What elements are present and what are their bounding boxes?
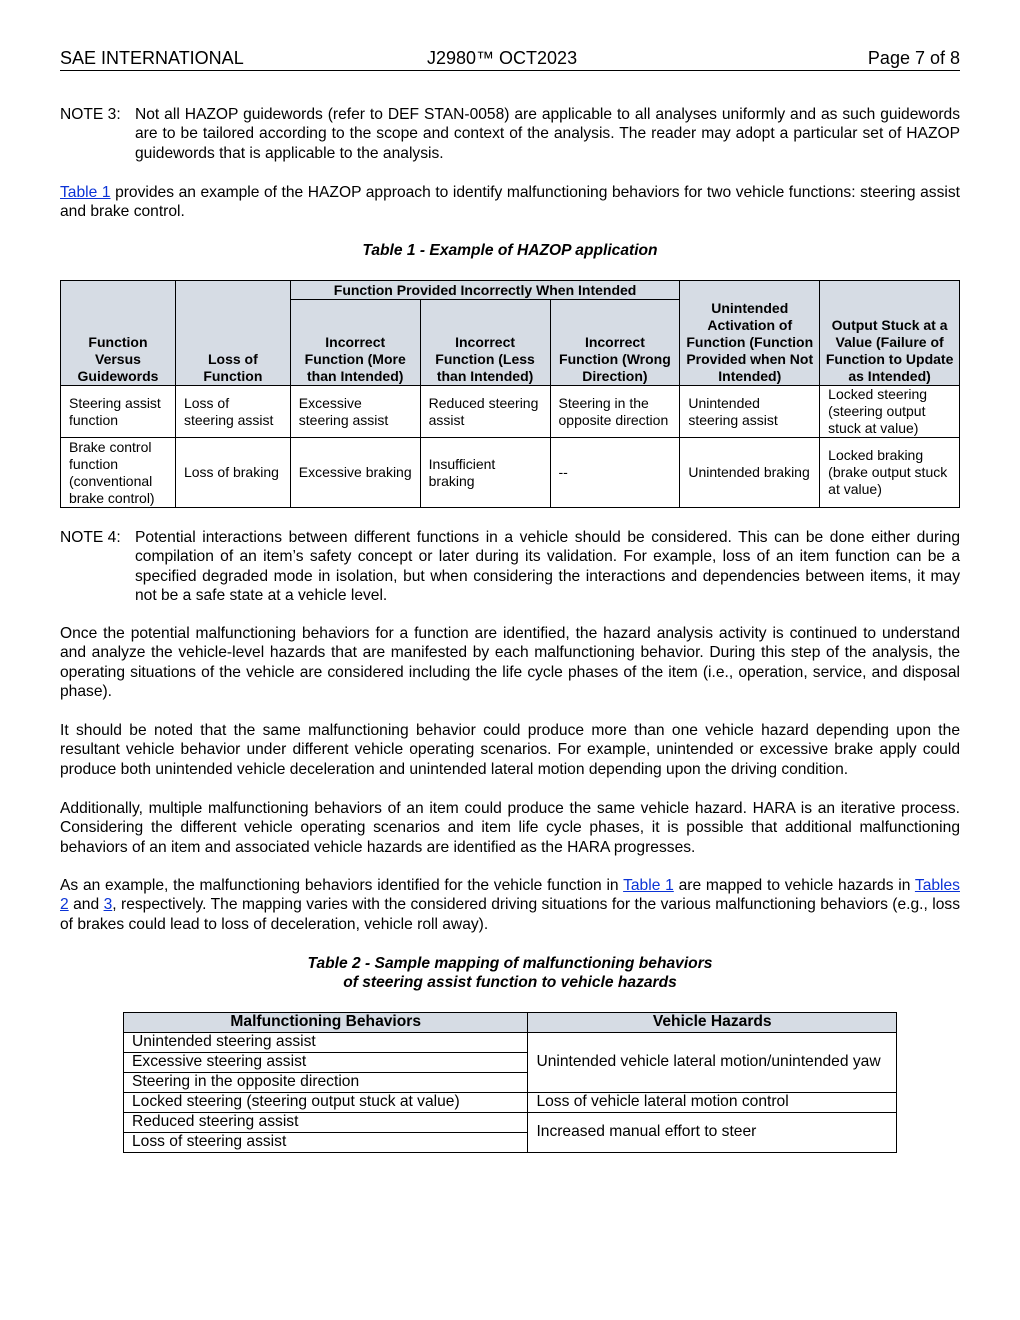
header-loss-of-function: Loss of Function — [175, 281, 290, 386]
table2-caption-line2: of steering assist function to vehicle hazards — [343, 974, 677, 992]
table-cell: Locked steering (steering output stuck at value) — [820, 386, 960, 438]
table-row — [124, 1113, 897, 1133]
header-group-incorrect-function: Function Provided Incorrectly When Intended — [290, 281, 680, 300]
table-cell: Insufficient braking — [420, 438, 550, 508]
paragraph-table1-intro — [60, 183, 960, 222]
table-cell: Reduced steering assist — [420, 386, 550, 438]
table2-caption-line1: Table 2 - Sample mapping of malfunctioning behaviors — [307, 955, 713, 972]
table-cell: Locked braking (brake output stuck at value) — [820, 438, 960, 508]
table-cell: Unintended braking — [680, 438, 820, 508]
table-cell: Brake control function (conventional brake control) — [61, 438, 176, 508]
behavior-cell: Steering in the opposite direction — [124, 1073, 528, 1093]
hazard-cell: Loss of vehicle lateral motion control — [528, 1093, 897, 1113]
table-row — [61, 438, 960, 508]
mapping-text-2: are mapped to vehicle hazards in — [673, 877, 915, 894]
table-cell: -- — [550, 438, 680, 508]
table1-link[interactable]: Table 1 — [623, 877, 674, 894]
header-incorrect-less: Incorrect Function (Less than Intended) — [420, 300, 550, 386]
note-3-label: NOTE 3: — [60, 106, 121, 123]
table-cell: Excessive braking — [290, 438, 420, 508]
table1-caption: Table 1 - Example of HAZOP application — [362, 242, 658, 259]
table-cell: Steering in the opposite direction — [550, 386, 680, 438]
header-function-vs-guidewords: Function Versus Guidewords — [61, 281, 176, 386]
note-3 — [60, 105, 960, 163]
table-row — [124, 1093, 897, 1113]
header-organization: SAE INTERNATIONAL — [60, 48, 244, 68]
mapping-text-3: and — [68, 896, 104, 914]
mapping-table — [123, 1012, 897, 1153]
hazard-cell: Unintended vehicle lateral motion/unintended yaw — [528, 1033, 897, 1093]
table2-caption — [60, 954, 960, 993]
behavior-cell: Excessive steering assist — [124, 1053, 528, 1073]
note-4 — [60, 528, 960, 605]
note-4-label: NOTE 4: — [60, 529, 121, 546]
table-cell: Excessive steering assist — [290, 386, 420, 438]
page-header — [60, 48, 960, 71]
header-document-id: J2980™ OCT2023 — [427, 48, 578, 68]
behavior-cell: Loss of steering assist — [124, 1133, 528, 1153]
header-output-stuck: Output Stuck at a Value (Failure of Function to Update as Intended) — [820, 281, 960, 386]
tables2-link[interactable]: Tables 2 — [60, 877, 960, 914]
header-incorrect-wrong-direction: Incorrect Function (Wrong Direction) — [550, 300, 680, 386]
header-incorrect-more: Incorrect Function (More than Intended) — [290, 300, 420, 386]
header-vehicle-hazards: Vehicle Hazards — [528, 1013, 897, 1033]
paragraph-table1-intro-text: provides an example of the HAZOP approach to identify malfunctioning behaviors for two vehicle functions: steering assist and brake control. — [60, 184, 960, 221]
table3-link[interactable]: 3 — [103, 896, 113, 914]
table1-link[interactable]: Table 1 — [60, 184, 111, 201]
paragraph-mapping-example — [60, 876, 960, 934]
header-malfunctioning-behaviors: Malfunctioning Behaviors — [124, 1013, 528, 1033]
behavior-cell: Unintended steering assist — [124, 1033, 528, 1053]
hazop-table — [60, 280, 960, 508]
note-3-text: Not all HAZOP guidewords (refer to DEF STAN-0058) are applicable to all analyses uniformly and as such guidewords are to be tailored according to the scope and context of the analysis. The reader may adopt a particular set of HAZOP guidewords that is applicable to the analysis. — [135, 106, 960, 162]
table-cell: Unintended steering assist — [680, 386, 820, 438]
header-unintended-activation: Unintended Activation of Function (Function Provided when Not Intended) — [680, 281, 820, 386]
paragraph-multiple-hazards: It should be noted that the same malfunctioning behavior could produce more than one vehicle hazard depending upon the resultant vehicle behavior under different vehicle operating scenarios. For example, unintended or excessive brake apply could produce both unintended vehicle deceleration and unintended lateral motion depending upon the driving condition. — [60, 722, 960, 778]
table-cell: Loss of braking — [175, 438, 290, 508]
behavior-cell: Reduced steering assist — [124, 1113, 528, 1133]
mapping-text-4: , respectively. The mapping varies with the considered driving situations for the various malfunctioning behaviors (e.g., loss of brakes could lead to loss of deceleration, vehicle roll away). — [60, 896, 960, 933]
paragraph-hazard-analysis: Once the potential malfunctioning behaviors for a function are identified, the hazard analysis activity is continued to understand and analyze the vehicle-level hazards that are manifested by each malfunctioning behavior. During this step of the analysis, the operating situations of the vehicle are considered including the life cycle phases of the item (i.e., operation, service, and disposal phase). — [60, 625, 960, 700]
behavior-cell: Locked steering (steering output stuck at value) — [124, 1093, 528, 1113]
hazard-cell: Increased manual effort to steer — [528, 1113, 897, 1153]
paragraph-iterative-hara: Additionally, multiple malfunctioning behaviors of an item could produce the same vehicle hazard. HARA is an iterative process. Considering the different vehicle operating scenarios and item life cycle phases, it is possible that additional malfunctioning behaviors of an item and associated vehicle hazards are identified as the HARA progresses. — [60, 800, 960, 856]
table-cell: Steering assist function — [61, 386, 176, 438]
header-page-number: Page 7 of 8 — [867, 48, 960, 68]
table-row — [61, 386, 960, 438]
table-cell: Loss of steering assist — [175, 386, 290, 438]
mapping-text-1: As an example, the malfunctioning behaviors identified for the vehicle function in — [60, 877, 624, 894]
note-4-text: Potential interactions between different functions in a vehicle should be considered. This can be done either during compilation of an item’s safety concept or later during its validation. For example, loss of an item function can be a specified degraded mode in isolation, but when considering the interactions and dependencies between items, it may not be a safe state at a vehicle level. — [135, 529, 960, 604]
table-row — [124, 1033, 897, 1053]
